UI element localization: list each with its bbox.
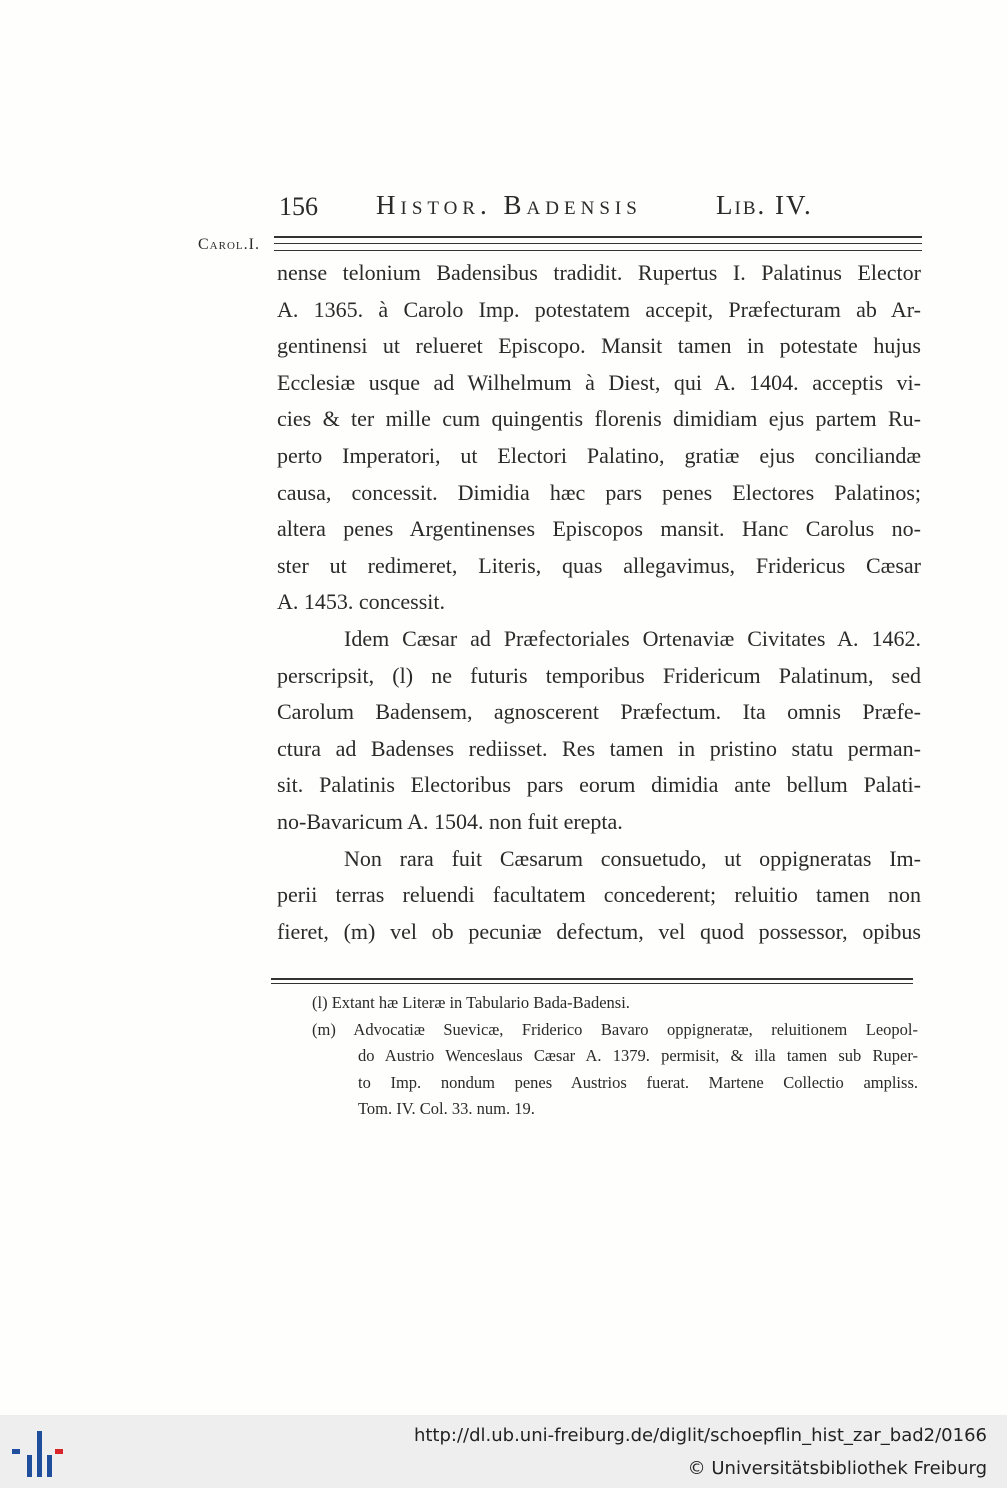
text-line: nense telonium Badensibus tradidit. Rupertus I. Palatinus Elector xyxy=(277,260,921,285)
footnote-line: do Austrio Wenceslaus Cæsar A. 1379. permisit, & illa tamen sub Ruper- xyxy=(358,1046,918,1065)
page-number: 156 xyxy=(279,192,318,221)
permalink-url[interactable]: http://dl.ub.uni-freiburg.de/diglit/schoepflin_hist_zar_bad2/0166 xyxy=(413,1425,987,1446)
footnote-line: Tom. IV. Col. 33. num. 19. xyxy=(358,1099,535,1118)
text-line: causa, concessit. Dimidia hæc pars penes Electores Palatinos; xyxy=(277,479,921,505)
text-line: A. 1365. à Carolo Imp. potestatem accepit, Præfecturam ab Ar- xyxy=(277,296,921,322)
text-line: gentinensi ut relueret Episcopo. Mansit tamen in potestate hujus xyxy=(277,333,921,359)
text-line: perto Imperatori, ut Electori Palatino, gratiæ ejus conciliandæ xyxy=(277,442,921,468)
header-rule xyxy=(274,236,922,238)
text-line: A. 1453. concessit. xyxy=(277,589,446,615)
text-line: ster ut redimeret, Literis, quas allegavimus, Fridericus Cæsar xyxy=(277,552,921,578)
footnote-rule xyxy=(271,983,913,984)
header-rule xyxy=(274,243,922,244)
text-line: cies & ter mille cum quingentis florenis dimidiam ejus partem Ru- xyxy=(277,406,921,432)
text-line: Non rara fuit Cæsarum consuetudo, ut oppigneratas Im- xyxy=(344,845,921,871)
text-line: no-Bavaricum A. 1504. non fuit erepta. xyxy=(277,808,623,834)
footnote-line: to Imp. nondum penes Austrios fuerat. Martene Collectio ampliss. xyxy=(358,1072,918,1092)
text-line: altera penes Argentinenses Episcopos mansit. Hanc Carolus no- xyxy=(277,516,921,542)
footnote-rule xyxy=(271,978,913,980)
copyright-notice: © Universitätsbibliothek Freiburg xyxy=(687,1458,987,1479)
text-line: Idem Cæsar ad Præfectoriales Ortenaviæ Civitates A. 1462. xyxy=(344,625,921,651)
text-line: perscripsit, (l) ne futuris temporibus Fridericum Palatinum, sed xyxy=(277,662,921,688)
text-line: ctura ad Badenses rediisset. Res tamen in pristino statu perman- xyxy=(277,735,921,761)
footnote-line: (m) Advocatiæ Suevicæ, Friderico Bavaro oppigneratæ, reluitionem Leopol- xyxy=(312,1019,918,1039)
text-line: Ecclesiæ usque ad Wilhelmum à Diest, qui A. 1404. acceptis vi- xyxy=(277,369,921,395)
text-line: Carolum Badensem, agnoscerent Præfectum. Ita omnis Præfe- xyxy=(277,699,921,725)
viewer-footer xyxy=(0,1415,1007,1488)
text-line: sit. Palatinis Electoribus pars eorum dimidia ante bellum Palati- xyxy=(277,772,921,798)
text-line: perii terras reluendi facultatem concederent; reluitio tamen non xyxy=(277,882,921,908)
running-title: Histor. Badensis xyxy=(376,190,642,220)
body-text xyxy=(277,255,921,950)
text-line: fieret, (m) vel ob pecuniæ defectum, vel quod possessor, opibus xyxy=(277,918,921,944)
ub-freiburg-logo-icon[interactable] xyxy=(12,1431,64,1477)
footnotes xyxy=(312,990,918,1123)
footnote-line: (l) Extant hæ Literæ in Tabulario Bada-Badensi. xyxy=(312,993,630,1012)
header-rule xyxy=(274,250,922,251)
running-book-number: Lib. IV. xyxy=(716,190,813,220)
margin-note: Carol.I. xyxy=(198,236,260,253)
